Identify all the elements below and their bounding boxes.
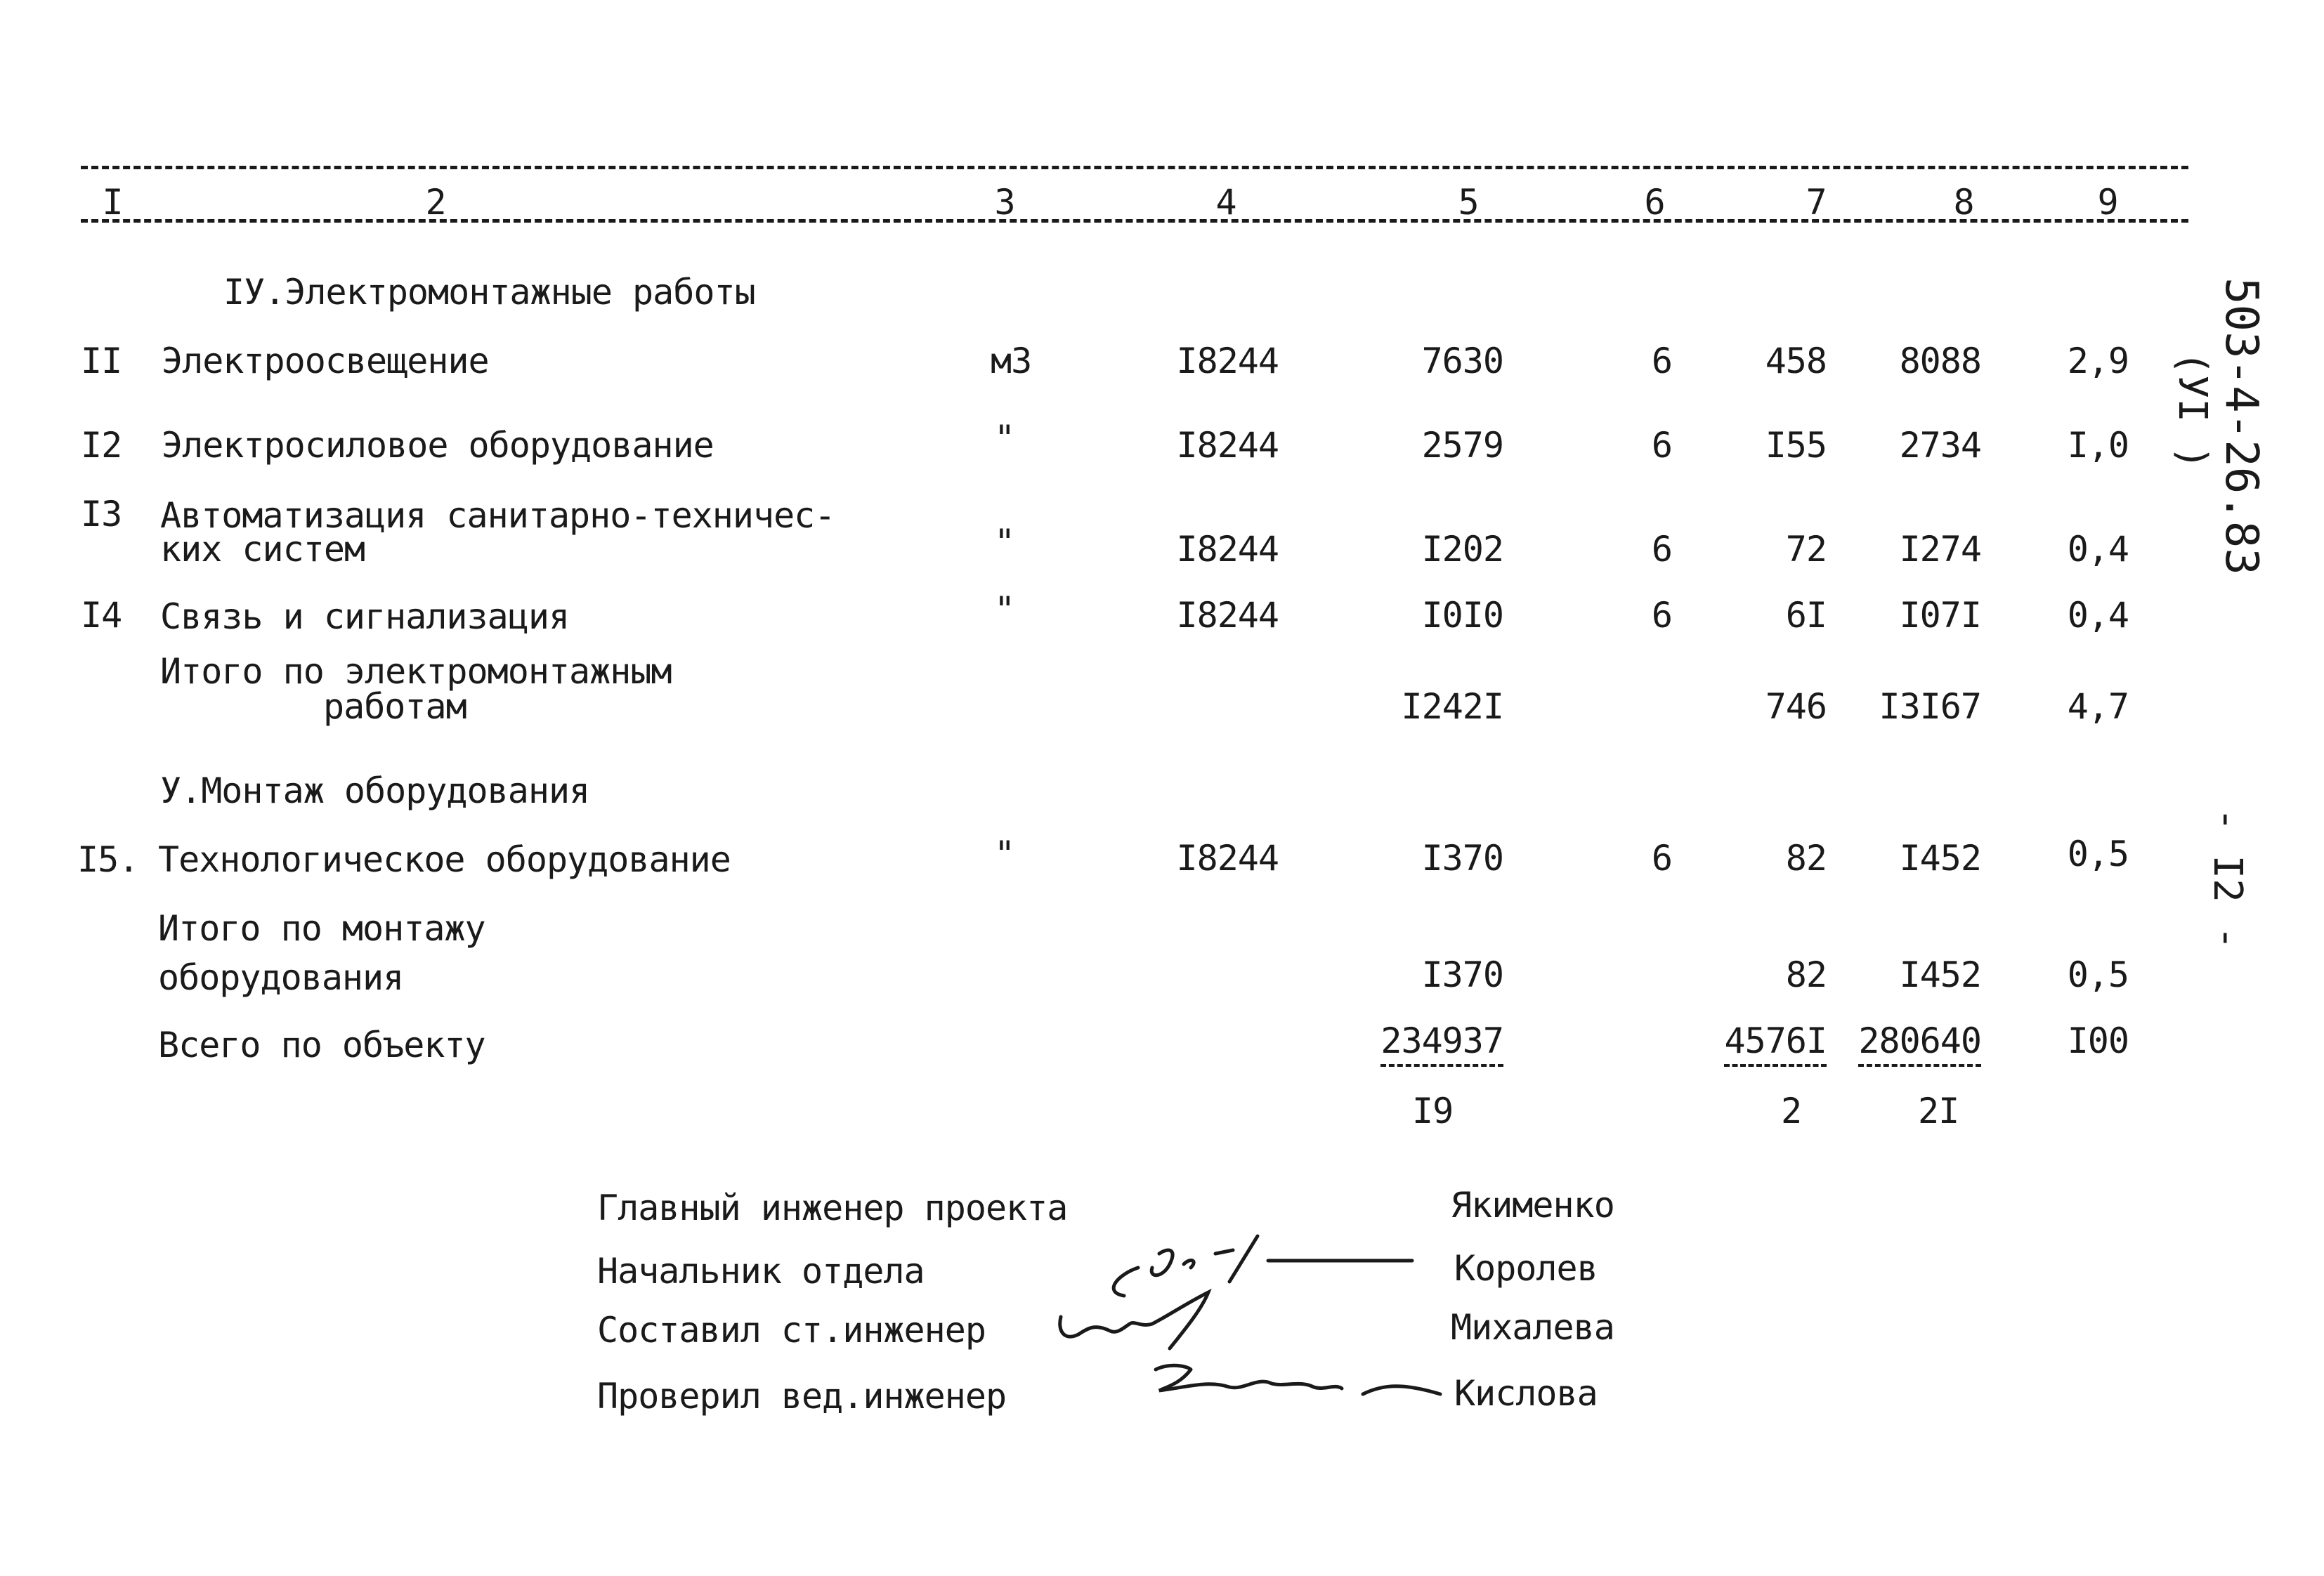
sign-name-checker: Кислова bbox=[1454, 1373, 1598, 1414]
header-rule-bottom bbox=[81, 219, 2188, 223]
header-rule-top bbox=[81, 166, 2188, 169]
row-11-unit: м3 bbox=[991, 341, 1032, 381]
col-number-3: 3 bbox=[994, 182, 1015, 223]
row-15-c7: 82 bbox=[1785, 838, 1827, 879]
sign-role-chief: Главный инженер проекта bbox=[597, 1188, 1068, 1228]
row-12-c7: I55 bbox=[1765, 425, 1827, 466]
total-mount-c8: I452 bbox=[1899, 954, 1981, 995]
row-13-c8: I274 bbox=[1899, 529, 1981, 570]
row-13-c6: 6 bbox=[1651, 529, 1672, 570]
section-4-title: IУ.Электромонтажные работы bbox=[223, 272, 755, 313]
sign-role-compiler: Составил ст.инженер bbox=[597, 1310, 986, 1351]
grand-total-c5-sub: I9 bbox=[1412, 1091, 1454, 1131]
grand-total-c7-value: 4576I bbox=[1724, 1020, 1827, 1067]
doc-code-label: 503-4-26.83 bbox=[2215, 277, 2267, 575]
row-14-c5: I0I0 bbox=[1421, 595, 1503, 636]
section-5-title: У.Монтаж оборудования bbox=[160, 770, 590, 811]
row-11-c9: 2,9 bbox=[2067, 341, 2129, 381]
grand-total-c8-value: 280640 bbox=[1858, 1020, 1981, 1067]
grand-total-c5-value: 234937 bbox=[1380, 1020, 1503, 1067]
grand-total-label: Всего по объекту bbox=[158, 1025, 485, 1065]
row-12-c9: I,0 bbox=[2067, 425, 2129, 466]
row-12-c6: 6 bbox=[1651, 425, 1672, 466]
row-12-name: Электросиловое оборудование bbox=[162, 425, 714, 466]
row-15-c8: I452 bbox=[1899, 838, 1981, 879]
total-mount-label-line1: Итого по монтажу bbox=[158, 908, 485, 949]
row-11-c7: 458 bbox=[1765, 341, 1827, 381]
grand-total-c5 bbox=[1335, 1020, 1503, 1061]
total-electro-label-line1: Итого по электромонтажным bbox=[160, 651, 672, 692]
row-12-num: I2 bbox=[81, 425, 122, 466]
row-13-c9: 0,4 bbox=[2067, 529, 2129, 570]
row-14-num: I4 bbox=[81, 595, 122, 636]
row-12-c5: 2579 bbox=[1421, 425, 1503, 466]
row-14-c4: I8244 bbox=[1176, 595, 1279, 636]
grand-total-c9: I00 bbox=[2067, 1020, 2129, 1061]
signature-head-stroke bbox=[1114, 1236, 1412, 1296]
total-electro-c7: 746 bbox=[1765, 686, 1827, 727]
row-14-unit: " bbox=[994, 589, 1015, 630]
total-mount-c9: 0,5 bbox=[2067, 954, 2129, 995]
grand-total-c8-sub: 2I bbox=[1918, 1091, 1959, 1131]
total-electro-label-line2: работам bbox=[323, 686, 466, 727]
row-15-c9: 0,5 bbox=[2067, 834, 2129, 874]
col-number-9: 9 bbox=[2097, 182, 2118, 223]
sign-name-compiler: Михалева bbox=[1451, 1307, 1614, 1348]
row-14-c6: 6 bbox=[1651, 595, 1672, 636]
row-15-c4: I8244 bbox=[1176, 838, 1279, 879]
sign-role-head: Начальник отдела bbox=[597, 1251, 925, 1292]
row-11-name: Электроосвещение bbox=[162, 341, 489, 381]
row-11-num: II bbox=[81, 341, 122, 381]
row-14-c7: 6I bbox=[1785, 595, 1827, 636]
row-11-c5: 7630 bbox=[1421, 341, 1503, 381]
row-13-name-line2: ких систем bbox=[160, 529, 365, 570]
total-electro-c5: I242I bbox=[1401, 686, 1503, 727]
handwritten-signatures bbox=[1047, 1226, 1468, 1436]
sign-name-chief: Якименко bbox=[1451, 1185, 1614, 1226]
row-14-c9: 0,4 bbox=[2067, 595, 2129, 636]
row-13-c5: I202 bbox=[1421, 529, 1503, 570]
row-13-num: I3 bbox=[81, 494, 122, 534]
page-number: - I2 - bbox=[2205, 808, 2250, 950]
signature-compiler-stroke bbox=[1060, 1292, 1208, 1348]
volume-label: (УI ) bbox=[2169, 351, 2215, 470]
row-15-c5: I370 bbox=[1421, 838, 1503, 879]
total-electro-c9: 4,7 bbox=[2067, 686, 2129, 727]
row-15-num: I5. bbox=[77, 839, 139, 880]
col-number-1: I bbox=[102, 182, 123, 223]
col-number-2: 2 bbox=[425, 182, 446, 223]
signature-checker-stroke bbox=[1156, 1365, 1440, 1394]
row-13-c7: 72 bbox=[1785, 529, 1827, 570]
row-12-c8: 2734 bbox=[1899, 425, 1981, 466]
row-14-c8: I07I bbox=[1899, 595, 1981, 636]
col-number-7: 7 bbox=[1806, 182, 1827, 223]
row-13-c4: I8244 bbox=[1176, 529, 1279, 570]
col-number-4: 4 bbox=[1215, 182, 1236, 223]
row-15-unit: " bbox=[994, 834, 1015, 874]
row-11-c4: I8244 bbox=[1176, 341, 1279, 381]
sign-name-head: Королев bbox=[1454, 1248, 1598, 1289]
total-mount-c7: 82 bbox=[1785, 954, 1827, 995]
grand-total-c7 bbox=[1686, 1020, 1827, 1061]
row-13-unit: " bbox=[994, 522, 1015, 563]
row-12-c4: I8244 bbox=[1176, 425, 1279, 466]
grand-total-c8 bbox=[1813, 1020, 1981, 1061]
col-number-6: 6 bbox=[1644, 182, 1665, 223]
total-mount-label-line2: оборудования bbox=[158, 957, 404, 998]
total-electro-c8: I3I67 bbox=[1879, 686, 1981, 727]
row-14-name: Связь и сигнализация bbox=[160, 596, 570, 637]
col-number-5: 5 bbox=[1458, 182, 1479, 223]
sign-role-checker: Проверил вед.инженер bbox=[597, 1376, 1007, 1417]
row-12-unit: " bbox=[994, 418, 1015, 459]
col-number-8: 8 bbox=[1953, 182, 1974, 223]
row-11-c8: 8088 bbox=[1899, 341, 1981, 381]
row-11-c6: 6 bbox=[1651, 341, 1672, 381]
row-15-c6: 6 bbox=[1651, 838, 1672, 879]
total-mount-c5: I370 bbox=[1421, 954, 1503, 995]
grand-total-c7-sub: 2 bbox=[1781, 1091, 1802, 1131]
row-15-name: Технологическое оборудование bbox=[158, 839, 731, 880]
row-13-name-line1: Автоматизация санитарно-техничес- bbox=[160, 495, 835, 536]
